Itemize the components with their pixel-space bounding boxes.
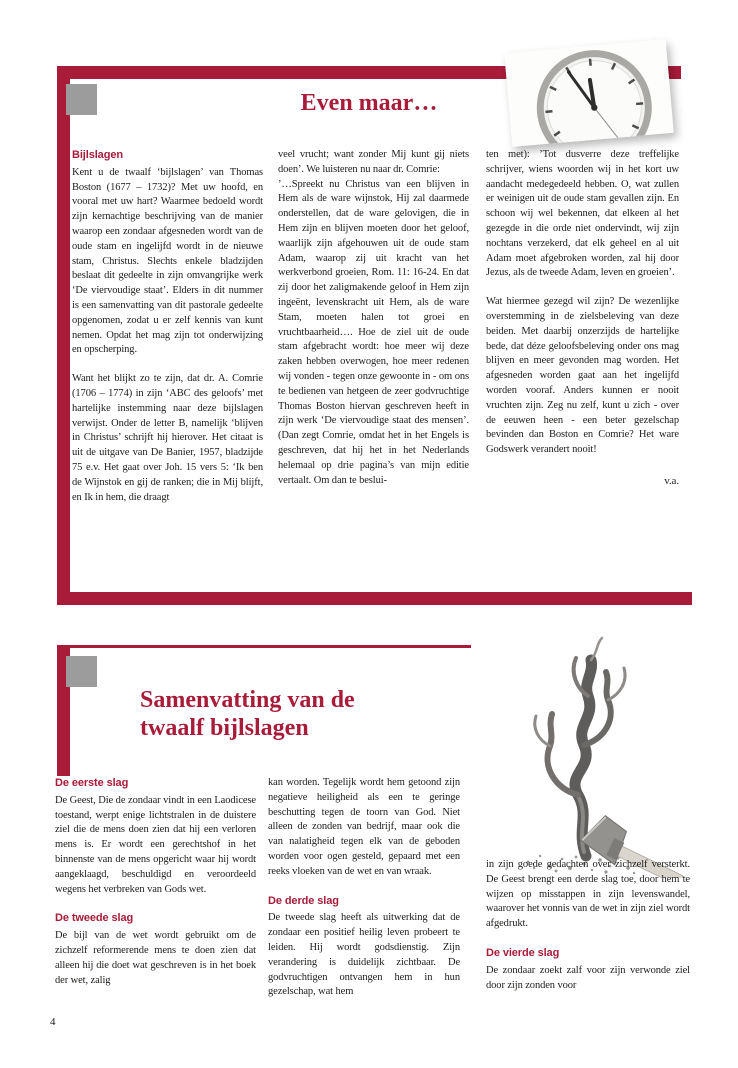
article1-col1-paragraph1: Kent u de twaalf ‘bijlslagen’ van Thomas Boston (1677 – 1732)? Met uw hoofd, en vooral met uw hart? Waarmee bedoeld wordt zijn kernachtige beschrijving van de manier waarop een zondaar afgesneden wordt van de oude stam en ingelijfd wordt in de nieuwe stam, Christus. Slechts enkele bladzijden beslaat dit gedeelte in zijn omvangrijke werk ‘De viervoudige staat’. Elders in dit nummer is een samenvatting van dit pastorale gedeelte opgenomen, zodat u er zelf kennis van kunt nemen. Opdat het mag zijn tot onderwijzing en opscherping.	[72, 166, 263, 356]
article2-heading-eerste-slag: De eerste slag	[55, 777, 129, 789]
article2-heading-vierde-slag: De vierde slag	[486, 946, 560, 959]
article1-col2-paragraph2: ’…Spreekt nu Christus van een blijven in Hem als de ware wijnstok, Hij zal daarmede onderstellen, dat de ware gelovigen, die in Hem zijn en blijven moeten door het geloof, waarlijk zijn afgehouwen uit de oude stam Adam, waarop zij uit kracht van het werkverbond groeien, Rom. 11: 16-24. En dat zij door het zaligmakende geloof in Hem zijn ingeënt, levenskracht uit Hem, als de ware Stam, moeten halen tot groei en vruchtbaarheid…. Hoe de ziel uit de oude stam afgebracht wordt: hoe meer wij deze zaken hebben overwogen, hoe meer redenen wij vonden - tegen onze gewoonte in - om ons te bedienen van hetgeen de zeer godvruchtige Thomas Boston hiervan geschreven heeft in zijn werk ‘De viervoudige staat des mensen’. (Dan zegt Comrie, omdat het in het Engels is geschreven, dat hij het in het Nederlands helemaal op drie pagina’s van mijn editie vertaalt. Om dan te beslui-	[278, 178, 469, 486]
article1-signature: v.a.	[664, 474, 679, 487]
vine-axe-photo	[458, 630, 700, 878]
article1-title: Even maar…	[300, 90, 438, 116]
article1-col3-paragraph2: Wat hiermee gezegd wil zijn? De wezenlijke overstemming in de zielsbeleving van deze beiden. Met daarbij onzerzijds de hartelijke bede, dat déze geloofsbeleving onder ons mag blijven en meer gevonden mag worden. Het afgesneden worden gaat aan het ingelijfd worden vooraf. Anders kunnen er nooit vruchten zijn. Zeg nu zelf, kunt u zich - over de eeuwen heen - een beter gezelschap bevinden dan Boston en Comrie? Het ware Godswerk verandert nooit!	[486, 296, 679, 456]
article2-gray-square	[66, 656, 97, 687]
article2-title-line1: Samenvatting van de	[140, 687, 355, 713]
article1-bottom-rule	[57, 592, 692, 605]
article1-col2-paragraph1: veel vrucht; want zonder Mij kunt gij niets doen’. We luisteren nu naar dr. Comrie:	[278, 149, 469, 175]
article2-col1-paragraph2: De bijl van de wet wordt gebruikt om de zichzelf reformerende mens te doen zien dat alleen hij die doet wat geschreven is in het boek der wet, zalig	[55, 930, 256, 986]
article2-col3-paragraph2: De zondaar zoekt zalf voor zijn verwonde ziel door zijn zonden voor	[486, 964, 690, 991]
article2-col1-paragraph1: De Geest, Die de zondaar vindt in een Laodicese toestand, werpt enige lichtstralen in de duistere ziel die de mens doen zien dat hij een verloren mens is. Er wordt een gerechtshof in het binnenste van de mens opgericht waar hij wordt aangeklaagd, beschuldigd en veroordeeld wegens het verbreken van Gods wet.	[55, 794, 256, 895]
article2-column3	[486, 858, 690, 1024]
page-number: 4	[50, 1016, 56, 1028]
article2-title	[140, 686, 355, 742]
article1-col1-paragraph2: Want het blijkt zo te zijn, dat dr. A. Comrie (1706 – 1774) in zijn ‘ABC des geloofs’ met hartelijke instemming naar deze bijlslagen verwijst. Onder de letter B, namelijk ‘blijven in Christus’ schrijft hij hierover. Het citaat is uit de uitgave van De Banier, 1957, bladzijde 75 e.v. Het gaat over Joh. 15 vers 5: ‘Ik ben de Wijnstok en gij de ranken; die in Mij blijft, en Ik in hem, die draagt	[72, 373, 263, 503]
article2-col2-paragraph2: De tweede slag heeft als uitwerking dat de zondaar een positief heilig leven probeert te leiden. Hij wordt godsdienstig. Zijn verandering is duidelijk zichtbaar. De godvruchtigen ontvangen hem in hun gezelschap, wat hem	[268, 912, 460, 998]
article1-heading-bijlslagen: Bijlslagen	[72, 149, 123, 161]
article1-column2	[278, 148, 469, 592]
article2-heading-derde-slag: De derde slag	[268, 894, 339, 907]
vine-illustration	[458, 630, 700, 878]
article2-top-rule	[57, 645, 471, 648]
article2-col2-paragraph1: kan worden. Tegelijk wordt hem getoond zijn negatieve heiligheid als een te geringe beschutting tegen de toorn van God. Niet alleen de zonden van bedrijf, maar ook die van nalatigheid tegen elk van de geboden worden voor ogen gesteld, gepaard met een reeks vloeken van de wet en van wraak.	[268, 777, 460, 877]
article1-column3	[486, 148, 679, 592]
article2-title-line2: twaalf bijlslagen	[140, 715, 309, 741]
article1-left-rule	[57, 66, 70, 605]
article2-heading-tweede-slag: De tweede slag	[55, 912, 134, 925]
article1-column1	[72, 148, 263, 592]
article2-column1	[55, 776, 256, 1024]
article2-col3-paragraph1: in zijn goede gedachten over zichzelf versterkt. De Geest brengt een derde slag toe, door hem te wijzen op misstappen in zijn levenswandel, waarover het vonnis van de wet in zijn ziel wordt afgedrukt.	[486, 859, 690, 930]
article1-col3-paragraph1: ten met): ’Tot dusverre deze treffelijke schrijver, wiens woorden wij in het kort uw aandacht medegedeeld hebben. O, wat zullen er weinigen uit de oude stam gevallen zijn. En schoon wij wel bekennen, dat elkeen al het gezegde in die orde niet ondervindt, wij zijn nochtans verzekerd, dat elk geheel en al uit Adam moet afgebroken worden, zal hij door Jezus, als de tweede Adam, leven en groeien’.	[486, 149, 679, 279]
article2-column2	[268, 776, 460, 1024]
